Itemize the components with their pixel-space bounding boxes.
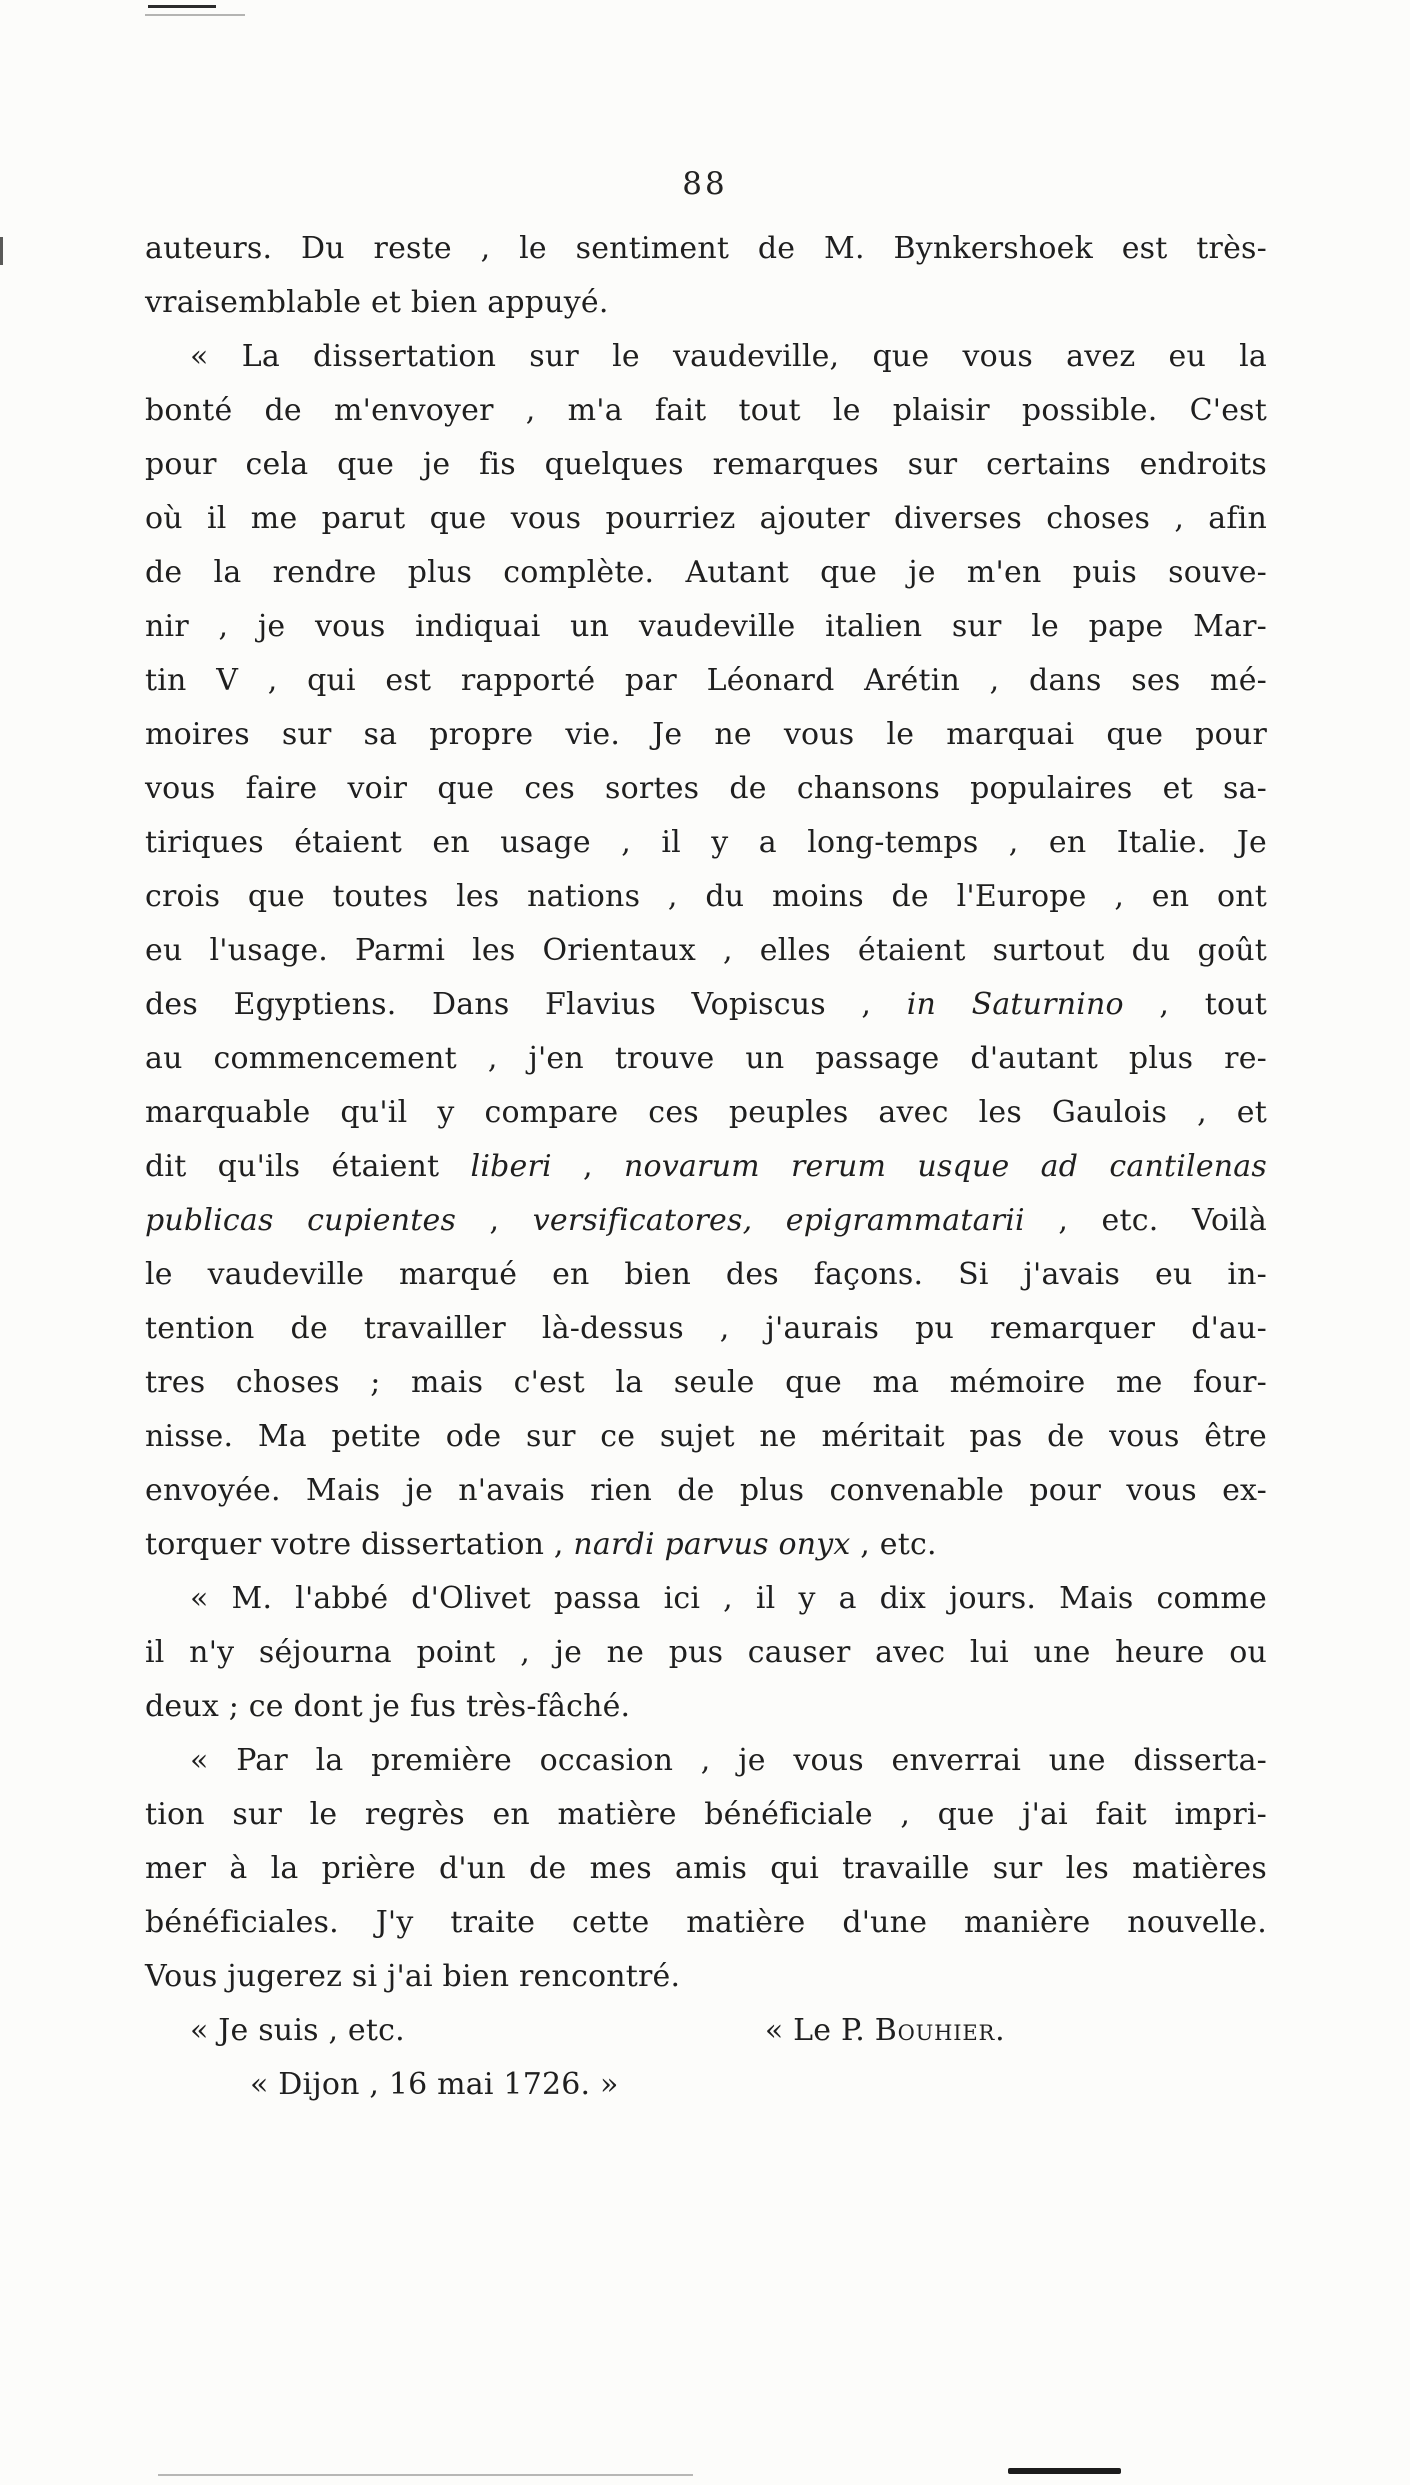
text-run: « Le P.: [764, 2013, 875, 2048]
text-line: [145, 1194, 1267, 1248]
text-run: tin V , qui est rapporté par Léonard Arétin , dans ses mé-: [145, 663, 1267, 698]
text-line: [145, 654, 1267, 708]
signature-gap: [405, 2039, 765, 2040]
text-run: , etc. Voilà: [1024, 1203, 1267, 1238]
text-run: .: [995, 2013, 1005, 2048]
text-run: « Par la première occasion , je vous enverrai une disserta-: [190, 1743, 1267, 1778]
text-run: eu l'usage. Parmi les Orientaux , elles étaient surtout du goût: [145, 933, 1267, 968]
text-run: tiriques étaient en usage , il y a long-temps , en Italie. Je: [145, 825, 1267, 860]
text-run: nir , je vous indiquai un vaudeville italien sur le pape Mar-: [145, 609, 1267, 644]
text-run: « La dissertation sur le vaudeville, que vous avez eu la: [190, 339, 1267, 374]
text-line: [145, 816, 1267, 870]
text-line: [145, 546, 1267, 600]
text-run: où il me parut que vous pourriez ajouter diverses choses , afin: [145, 501, 1267, 536]
italic-text-run: in Saturnino: [906, 987, 1124, 1022]
text-run: ,: [456, 1203, 533, 1238]
text-line: [145, 1140, 1267, 1194]
text-run: tention de travailler là-dessus , j'aurais pu remarquer d'au-: [145, 1311, 1267, 1346]
text-run: deux ; ce dont je fus très-fâché.: [145, 1689, 631, 1724]
text-line: [145, 1788, 1267, 1842]
text-run: bénéficiales. J'y traite cette matière d'une manière nouvelle.: [145, 1905, 1267, 1940]
text-run: nisse. Ma petite ode sur ce sujet ne méritait pas de vous être: [145, 1419, 1267, 1454]
text-run: auteurs. Du reste , le sentiment de M. Bynkershoek est très-: [145, 231, 1267, 266]
text-line: [145, 1410, 1267, 1464]
scan-artifact-top-dark: [148, 5, 216, 8]
text-run: envoyée. Mais je n'avais rien de plus convenable pour vous ex-: [145, 1473, 1267, 1508]
text-run: « Dijon , 16 mai 1726. »: [250, 2067, 619, 2102]
text-run: torquer votre dissertation ,: [145, 1527, 574, 1562]
text-line: [145, 330, 1267, 384]
page-number: 88: [682, 166, 728, 202]
text-run: tres choses ; mais c'est la seule que ma mémoire me four-: [145, 1365, 1267, 1400]
text-line: [145, 1302, 1267, 1356]
text-line: [145, 1248, 1267, 1302]
text-run: crois que toutes les nations , du moins de l'Europe , en ont: [145, 879, 1267, 914]
text-run: ,: [551, 1149, 625, 1184]
text-run: au commencement , j'en trouve un passage d'autant plus re-: [145, 1041, 1267, 1076]
text-line: [145, 1734, 1267, 1788]
text-line: [145, 1356, 1267, 1410]
text-run: « Je suis , etc.: [190, 2013, 405, 2048]
italic-text-run: publicas cupientes: [145, 1203, 457, 1238]
scan-artifact-left-tick: [0, 237, 3, 265]
text-line: [145, 1464, 1267, 1518]
text-line: [145, 1086, 1267, 1140]
text-run: vous faire voir que ces sortes de chansons populaires et sa-: [145, 771, 1267, 806]
text-run: dit qu'ils étaient: [145, 1149, 471, 1184]
text-line: [145, 1896, 1267, 1950]
text-line: [145, 2058, 1267, 2112]
smallcaps-text-run: Bouhier: [874, 2013, 996, 2048]
text-run: vraisemblable et bien appuyé.: [145, 285, 609, 320]
text-line: [145, 222, 1267, 276]
text-line: [145, 1842, 1267, 1896]
text-line: [145, 1680, 1267, 1734]
text-run: pour cela que je fis quelques remarques sur certains endroits: [145, 447, 1267, 482]
text-run: bonté de m'envoyer , m'a fait tout le plaisir possible. C'est: [145, 393, 1267, 428]
text-run: , etc.: [850, 1527, 937, 1562]
text-line: [145, 2004, 1267, 2058]
text-run: « M. l'abbé d'Olivet passa ici , il y a dix jours. Mais comme: [190, 1581, 1267, 1616]
scan-artifact-bottom-line: [158, 2474, 693, 2476]
text-line: [145, 384, 1267, 438]
text-line: [145, 870, 1267, 924]
text-run: tion sur le regrès en matière bénéficiale , que j'ai fait impri-: [145, 1797, 1267, 1832]
italic-text-run: versificatores, epigrammatarii: [532, 1203, 1025, 1238]
scan-artifact-bottom-dash: [1008, 2468, 1121, 2474]
text-run: le vaudeville marqué en bien des façons. Si j'avais eu in-: [145, 1257, 1267, 1292]
text-run: moires sur sa propre vie. Je ne vous le marquai que pour: [145, 717, 1267, 752]
text-line: [145, 762, 1267, 816]
page-text-block: [145, 222, 1267, 2112]
text-line: [145, 1032, 1267, 1086]
text-line: [145, 438, 1267, 492]
text-line: [145, 1626, 1267, 1680]
text-run: , tout: [1123, 987, 1267, 1022]
italic-text-run: novarum rerum usque ad cantilenas: [624, 1149, 1267, 1184]
text-run: de la rendre plus complète. Autant que je m'en puis souve-: [145, 555, 1267, 590]
italic-text-run: nardi parvus onyx: [573, 1527, 851, 1562]
text-line: [145, 708, 1267, 762]
text-line: [145, 600, 1267, 654]
text-line: [145, 492, 1267, 546]
text-run: mer à la prière d'un de mes amis qui travaille sur les matières: [145, 1851, 1267, 1886]
text-run: marquable qu'il y compare ces peuples avec les Gaulois , et: [145, 1095, 1267, 1130]
text-line: [145, 1518, 1267, 1572]
text-line: [145, 978, 1267, 1032]
italic-text-run: liberi: [470, 1149, 552, 1184]
text-line: [145, 276, 1267, 330]
text-run: Vous jugerez si j'ai bien rencontré.: [145, 1959, 681, 1994]
text-line: [145, 924, 1267, 978]
scan-artifact-top-faint: [145, 14, 245, 16]
text-run: il n'y séjourna point , je ne pus causer avec lui une heure ou: [145, 1635, 1267, 1670]
text-line: [145, 1950, 1267, 2004]
text-line: [145, 1572, 1267, 1626]
text-run: des Egyptiens. Dans Flavius Vopiscus ,: [145, 987, 907, 1022]
